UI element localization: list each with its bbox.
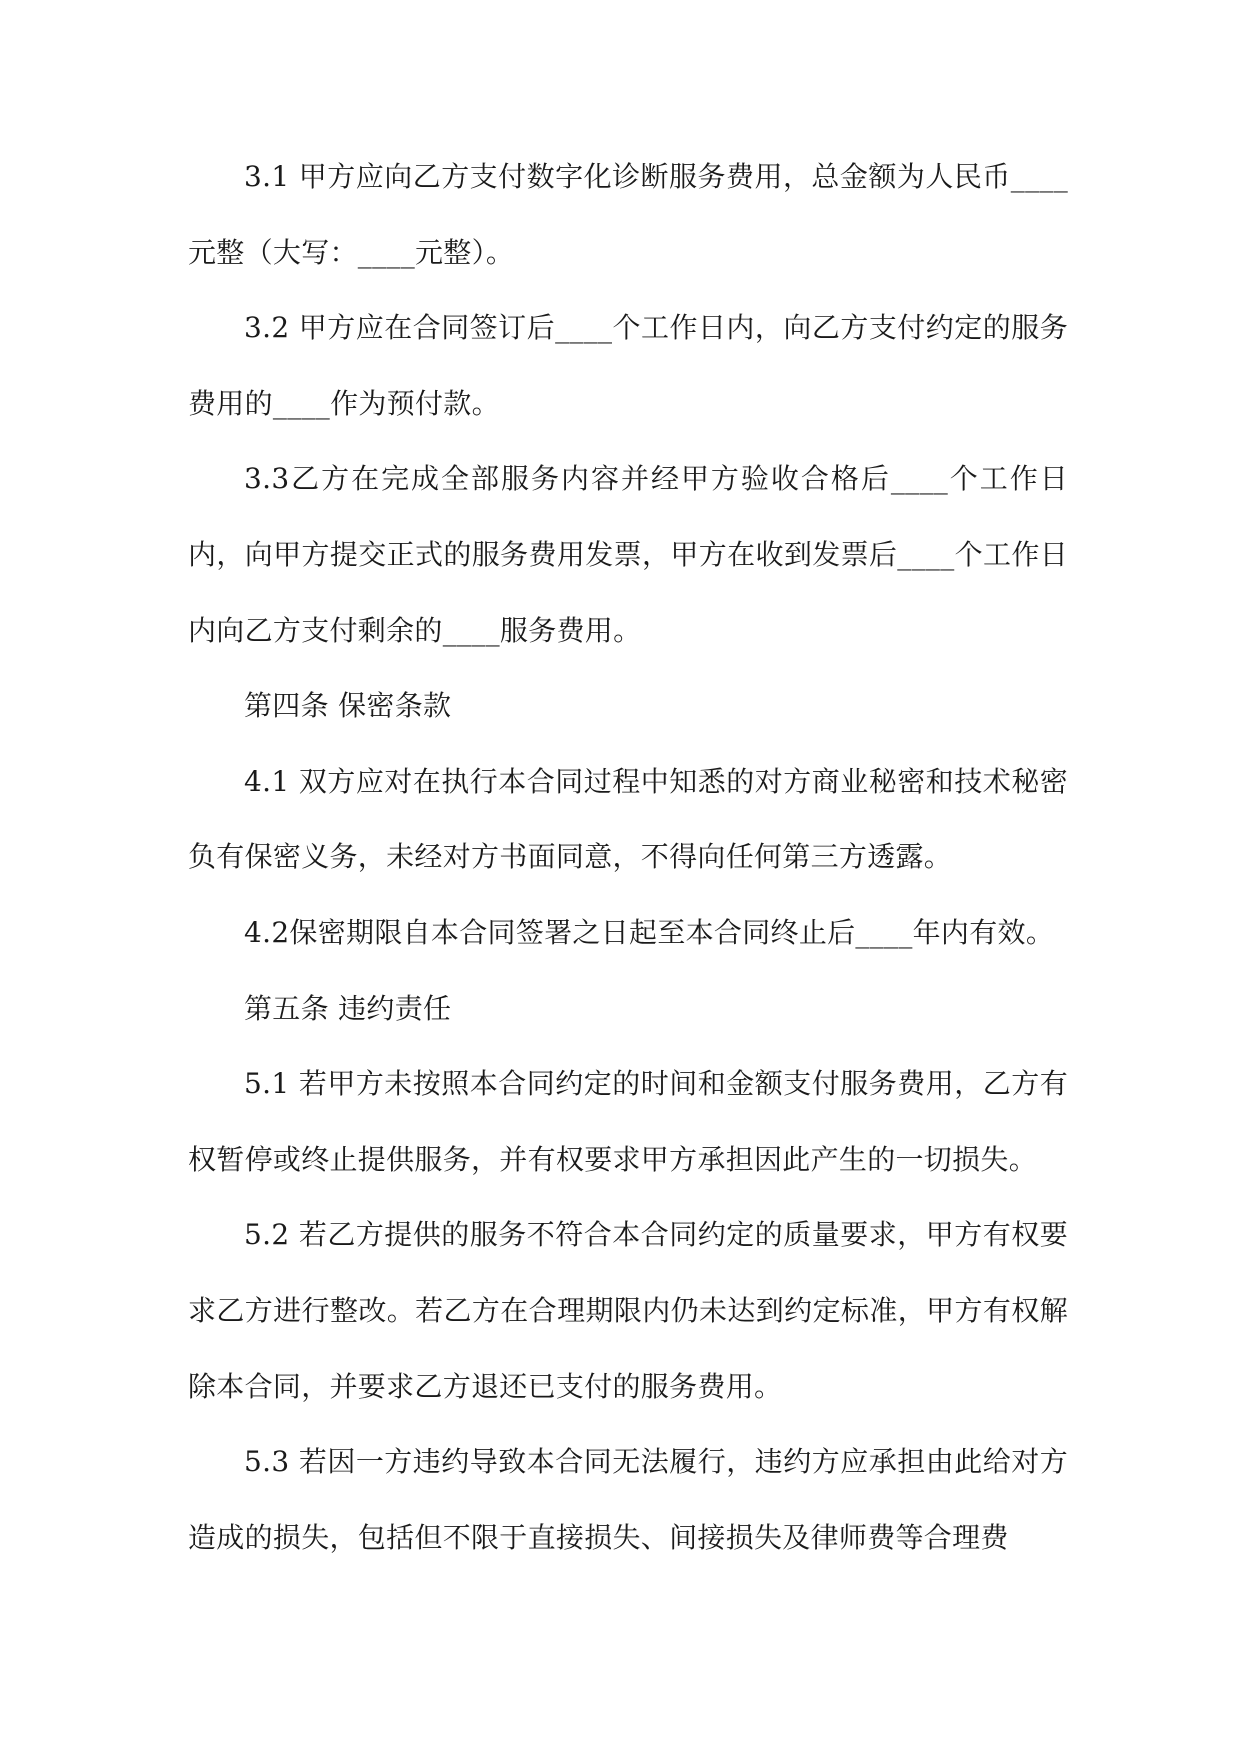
article-4-heading: 第四条 保密条款 [244,689,452,723]
clause-5-3: 5.3 若因一方违约导致本合同无法履行，违约方应承担由此给对方造成的损失，包括但不限于直接损失、间接损失及律师费等合理费 [188,1445,1068,1554]
clause-3-1: 3.1 甲方应向乙方支付数字化诊断服务费用，总金额为人民币____元整（大写：____元整）。 [188,160,1068,269]
clause-3-3: 3.3乙方在完成全部服务内容并经甲方验收合格后____个工作日内，向甲方提交正式的服务费用发票，甲方在收到发票后____个工作日内向乙方支付剩余的____服务费用。 [188,462,1068,647]
article-5-heading: 第五条 违约责任 [244,991,452,1025]
clause-5-2: 5.2 若乙方提供的服务不符合本合同约定的质量要求，甲方有权要求乙方进行整改。若乙方在合理期限内仍未达到约定标准，甲方有权解除本合同，并要求乙方退还已支付的服务费用。 [188,1218,1068,1403]
clause-4-2: 4.2保密期限自本合同签署之日起至本合同终止后____年内有效。 [244,915,1055,949]
clause-4-1: 4.1 双方应对在执行本合同过程中知悉的对方商业秘密和技术秘密负有保密义务，未经对方书面同意，不得向任何第三方透露。 [188,764,1068,874]
document-body [188,139,1068,1575]
clause-3-2: 3.2 甲方应在合同签订后____个工作日内，向乙方支付约定的服务费用的____作为预付款。 [188,311,1068,420]
clause-5-1: 5.1 若甲方未按照本合同约定的时间和金额支付服务费用，乙方有权暂停或终止提供服务，并有权要求甲方承担因此产生的一切损失。 [188,1067,1068,1176]
